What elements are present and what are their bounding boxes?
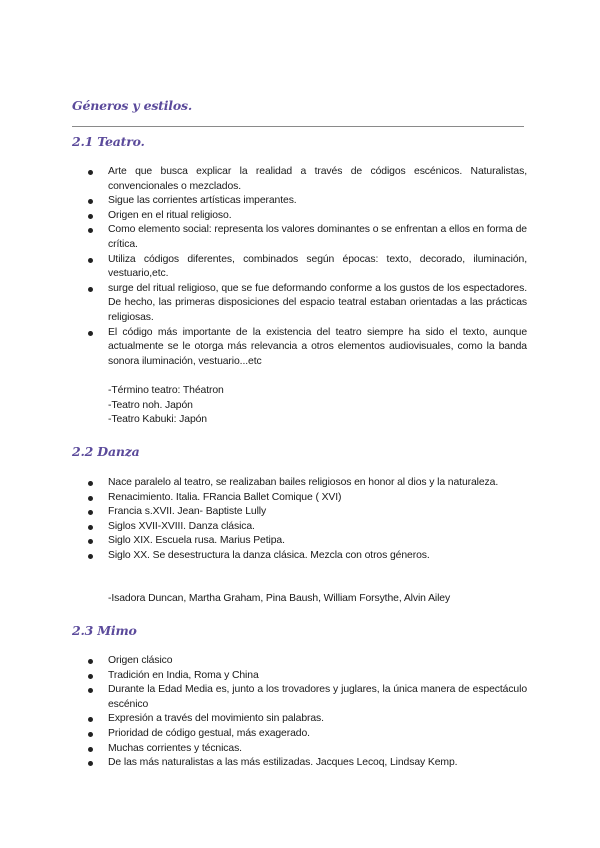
- list-item: Muchas corrientes y técnicas.: [72, 742, 527, 757]
- list-item: Sigue las corrientes artísticas imperantes.: [72, 194, 527, 209]
- list-item: surge del ritual religioso, que se fue deformando conforme a los gustos de los espectadores. De hecho, las primeras disposiciones del espacio teatral estaban orientadas a las prácticas religiosas.: [72, 282, 527, 326]
- list-item: Siglos XVII-XVIII. Danza clásica.: [72, 520, 527, 535]
- bullet-list-danza: [72, 476, 527, 564]
- section-heading-teatro: 2.1 Teatro.: [72, 134, 145, 149]
- list-item: Nace paralelo al teatro, se realizaban bailes religiosos en honor al dios y la naturaleza.: [72, 476, 527, 491]
- notes-teatro: [108, 384, 224, 428]
- note-line: -Teatro noh. Japón: [108, 399, 193, 411]
- list-item: El código más importante de la existencia del teatro siempre ha sido el texto, aunque actualmente se le otorga más relevancia a otros elementos audiovisuales, como la banda sonora iluminación, vestuario...etc: [72, 326, 527, 370]
- list-item: Origen en el ritual religioso.: [72, 209, 527, 224]
- list-item: Prioridad de código gestual, más exagerado.: [72, 727, 527, 742]
- bullet-list-teatro: [72, 165, 527, 369]
- list-item: Origen clásico: [72, 654, 527, 669]
- bullet-list-mimo: [72, 654, 527, 771]
- note-line: -Teatro Kabuki: Japón: [108, 414, 207, 426]
- list-item: Expresión a través del movimiento sin palabras.: [72, 712, 527, 727]
- list-item: Siglo XX. Se desestructura la danza clásica. Mezcla con otros géneros.: [72, 549, 527, 564]
- section-heading-danza: 2.2 Danza: [72, 444, 140, 459]
- list-item: Como elemento social: representa los valores dominantes o se enfrentan a ellos en forma de crítica.: [72, 223, 527, 252]
- list-item: Tradición en India, Roma y China: [72, 669, 527, 684]
- list-item: Renacimiento. Italia. FRancia Ballet Comique ( XVI): [72, 491, 527, 506]
- list-item: Arte que busca explicar la realidad a través de códigos escénicos. Naturalistas, convencionales o mezclados.: [72, 165, 527, 194]
- list-item: Francia s.XVII. Jean- Baptiste Lully: [72, 505, 527, 520]
- note-line: -Término teatro: Théatron: [108, 385, 224, 396]
- section-heading-mimo: 2.3 Mimo: [72, 623, 137, 638]
- list-item: Durante la Edad Media es, junto a los trovadores y juglares, la única manera de espectáculo escénico: [72, 683, 527, 712]
- document-title: Géneros y estilos.: [72, 98, 192, 113]
- notes-danza: [108, 592, 450, 607]
- list-item: Utiliza códigos diferentes, combinados según épocas: texto, decorado, iluminación, vestuario,etc.: [72, 253, 527, 282]
- title-divider: [72, 126, 524, 127]
- note-line: -Isadora Duncan, Martha Graham, Pina Baush, William Forsythe, Alvin Ailey: [108, 593, 451, 604]
- list-item: Siglo XIX. Escuela rusa. Marius Petipa.: [72, 534, 527, 549]
- list-item: De las más naturalistas a las más estilizadas. Jacques Lecoq, Lindsay Kemp.: [72, 756, 527, 771]
